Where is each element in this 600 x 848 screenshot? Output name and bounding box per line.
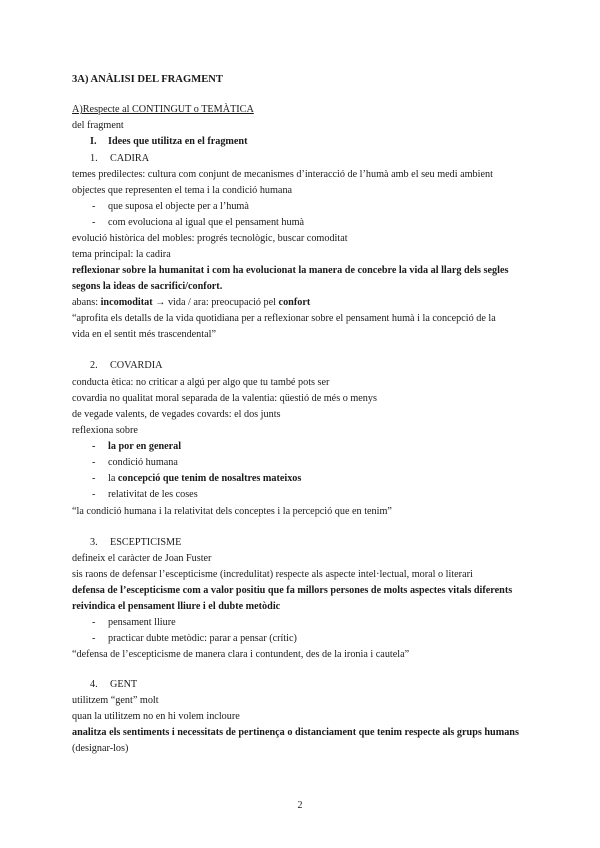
bold-line: defensa de l’escepticisme com a valor positiu que fa millors persones de molts aspectes vitals diferents (72, 585, 513, 596)
page-number: 2 (297, 800, 303, 811)
item-number: 4. (90, 679, 98, 690)
bullet-item: que suposa el objecte per a l’humà (108, 201, 249, 212)
bullet-item (108, 472, 301, 485)
bullet-item: practicar dubte metòdic: parar a pensar (crític) (108, 633, 297, 644)
bold-line: reivindica el pensament lliure i el dubte metòdic (72, 601, 281, 612)
bullet-item: pensament lliure (108, 617, 176, 628)
roman-numeral: I. (90, 136, 97, 147)
abans-bold: incomoditat (100, 297, 153, 308)
dash-bullet: - (92, 201, 96, 212)
item-number: 2. (90, 360, 98, 371)
item-title-gent: GENT (110, 679, 138, 690)
dash-bullet: - (92, 441, 96, 452)
item-number: 1. (90, 153, 98, 164)
dash-bullet: - (92, 473, 96, 484)
text-line: conducta ètica: no criticar a algú per algo que tu també pots ser (72, 377, 330, 388)
bold-line: analitza els sentiments i necessitats de pertinença o distanciament que tenim respecte als grups humans (72, 727, 519, 738)
text-line: sis raons de defensar l’escepticisme (incredulitat) respecte als aspecte intel·lectual, moral o literari (72, 569, 473, 580)
text-line: objectes que representen el tema i la condició humana (72, 185, 293, 196)
item-title-covardia: COVARDIA (110, 360, 163, 371)
bullet-item: condició humana (108, 457, 178, 468)
item-number: 3. (90, 537, 98, 548)
item-title-escepticisme: ESCEPTICISME (110, 537, 182, 548)
text-line: de vegade valents, de vegades covards: el dos junts (72, 409, 281, 420)
bullet-item: relativitat de les coses (108, 489, 198, 500)
text-line: utilitzem “gent” molt (72, 695, 159, 706)
quote-line: “aprofita els detalls de la vida quotidiana per a reflexionar sobre el pensament humà i la concepció de la (72, 313, 496, 324)
subheading-content: A)Respecte al CONTINGUT o TEMÀTICA (72, 104, 254, 115)
text-line: defineix el caràcter de Joan Fuster (72, 553, 212, 564)
text-line: tema principal: la cadira (72, 249, 171, 260)
abans-line (72, 296, 310, 309)
dash-bullet: - (92, 617, 96, 628)
text-line: covardia no qualitat moral separada de la valentia: qüestió de més o menys (72, 393, 377, 404)
quote-line: “defensa de l’escepticisme de manera clara i contundent, des de la ironia i cautela” (72, 649, 410, 660)
section-heading: 3A) ANÀLISI DEL FRAGMENT (72, 74, 223, 85)
quote-line: vida en el sentit més trascendental” (72, 329, 216, 340)
dash-bullet: - (92, 633, 96, 644)
quote-line: “la condició humana i la relativitat dels conceptes i la percepció que en tenim” (72, 506, 392, 517)
text-line: (designar-los) (72, 743, 129, 754)
text-line: reflexiona sobre (72, 425, 138, 436)
dash-bullet: - (92, 489, 96, 500)
bullet-bold: concepció que tenim de nosaltres mateixos (117, 473, 302, 484)
bullet-prefix: la (108, 473, 118, 484)
item-title-cadira: CADIRA (110, 153, 150, 164)
text-line: temes predilectes: cultura com conjunt de mecanismes d’interacció de l’humà amb el seu medi ambient (72, 169, 493, 180)
dash-bullet: - (92, 217, 96, 228)
subheading-fragment: del fragment (72, 120, 124, 131)
bullet-item: com evoluciona al igual que el pensament humà (108, 217, 305, 228)
bold-line: reflexionar sobre la humanitat i com ha evolucionat la manera de concebre la vida al llarg dels segles (72, 265, 509, 276)
abans-prefix: abans: (72, 297, 101, 308)
section-title: Idees que utilitza en el fragment (108, 136, 248, 147)
text-line: evolució històrica del mobles: progrés tecnològic, buscar comoditat (72, 233, 348, 244)
bullet-item: la por en general (108, 441, 182, 452)
abans-bold-confort: confort (278, 297, 311, 308)
text-line: quan la utilitzem no en hi volem incloure (72, 711, 240, 722)
abans-mid: → vida / ara: preocupació pel (152, 297, 279, 308)
bold-line: segons la ideas de sacrifici/confort. (72, 281, 223, 292)
dash-bullet: - (92, 457, 96, 468)
